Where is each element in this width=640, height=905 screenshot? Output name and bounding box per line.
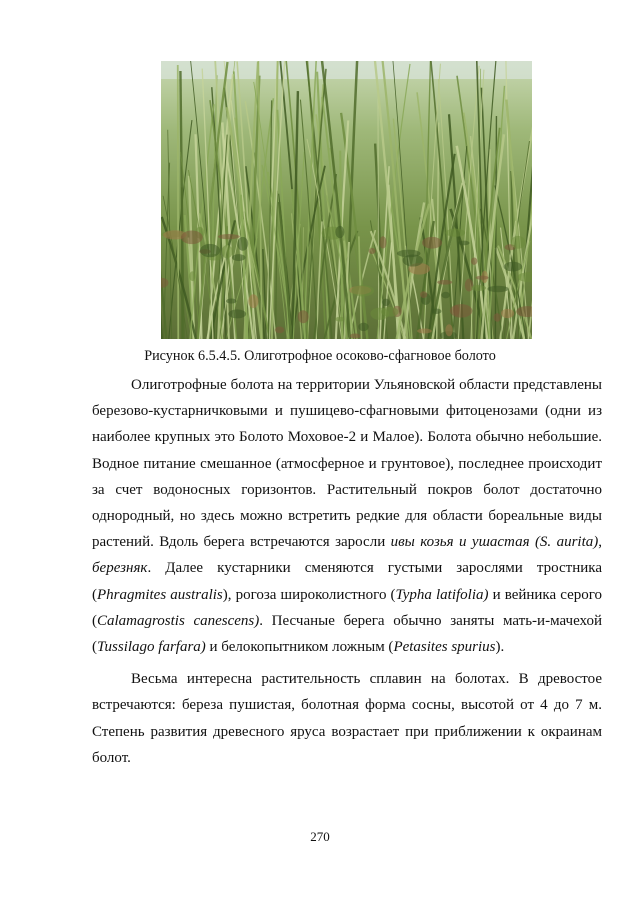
italic-run: Phragmites australis [97,586,223,603]
text-run: ), рогоза широколистного ( [222,586,396,603]
grass-photo-image [161,61,532,339]
figure-photo [161,61,532,339]
italic-run: Petasites spurius [393,639,496,656]
paragraph-2 [92,666,602,771]
italic-run: ивы козья и ушастая (S. aurita) [390,534,599,551]
text-run: , [598,534,603,551]
italic-run: Typha latifolia) [395,586,489,603]
italic-run: Tussilago farfara) [97,639,206,656]
text-run: . Песчаные берега обычно заняты мать-и-мачехой ( [92,612,602,656]
page-number: 270 [310,829,330,844]
italic-run: Calamagrostis canescens) [97,612,260,629]
text-run: Олиготрофные болота на территории Ульяновской области представлены березово-кустарничковыми и пушицево-сфагновыми фитоценозами (одни из наиболее крупных это Болото Моховое-2 и Малое). Болота обычно небольшие. Водное питание смешанное (атмосферное и грунтовое), последнее происходит за счет водоносных горизонтов. Растительный покров болот достаточно однородный, но здесь можно встретить редкие для области бореальные виды растений. Вдоль берега встречаются заросли [92,377,602,551]
text-run: . Далее кустарники сменяются густыми зарослями тростника ( [92,560,602,603]
figure-caption: Рисунок 6.5.4.5. Олиготрофное осоково-сфагновое болото [144,348,496,364]
body-text [92,372,602,771]
paragraph-1 [92,372,602,660]
text-run: и вейника серого ( [92,586,603,629]
text-run: и белокопытником ложным ( [205,639,394,656]
text-run: ). [495,639,505,656]
text-run: Весьма интересна растительность сплавин на болотах. В древостое встречаются: береза пушистая, болотная форма сосны, высотой от 4 до 7 м. Степень развития древесного яруса возрастает при приближении к окраинам болот. [92,671,602,766]
italic-run: березняк [92,560,148,577]
